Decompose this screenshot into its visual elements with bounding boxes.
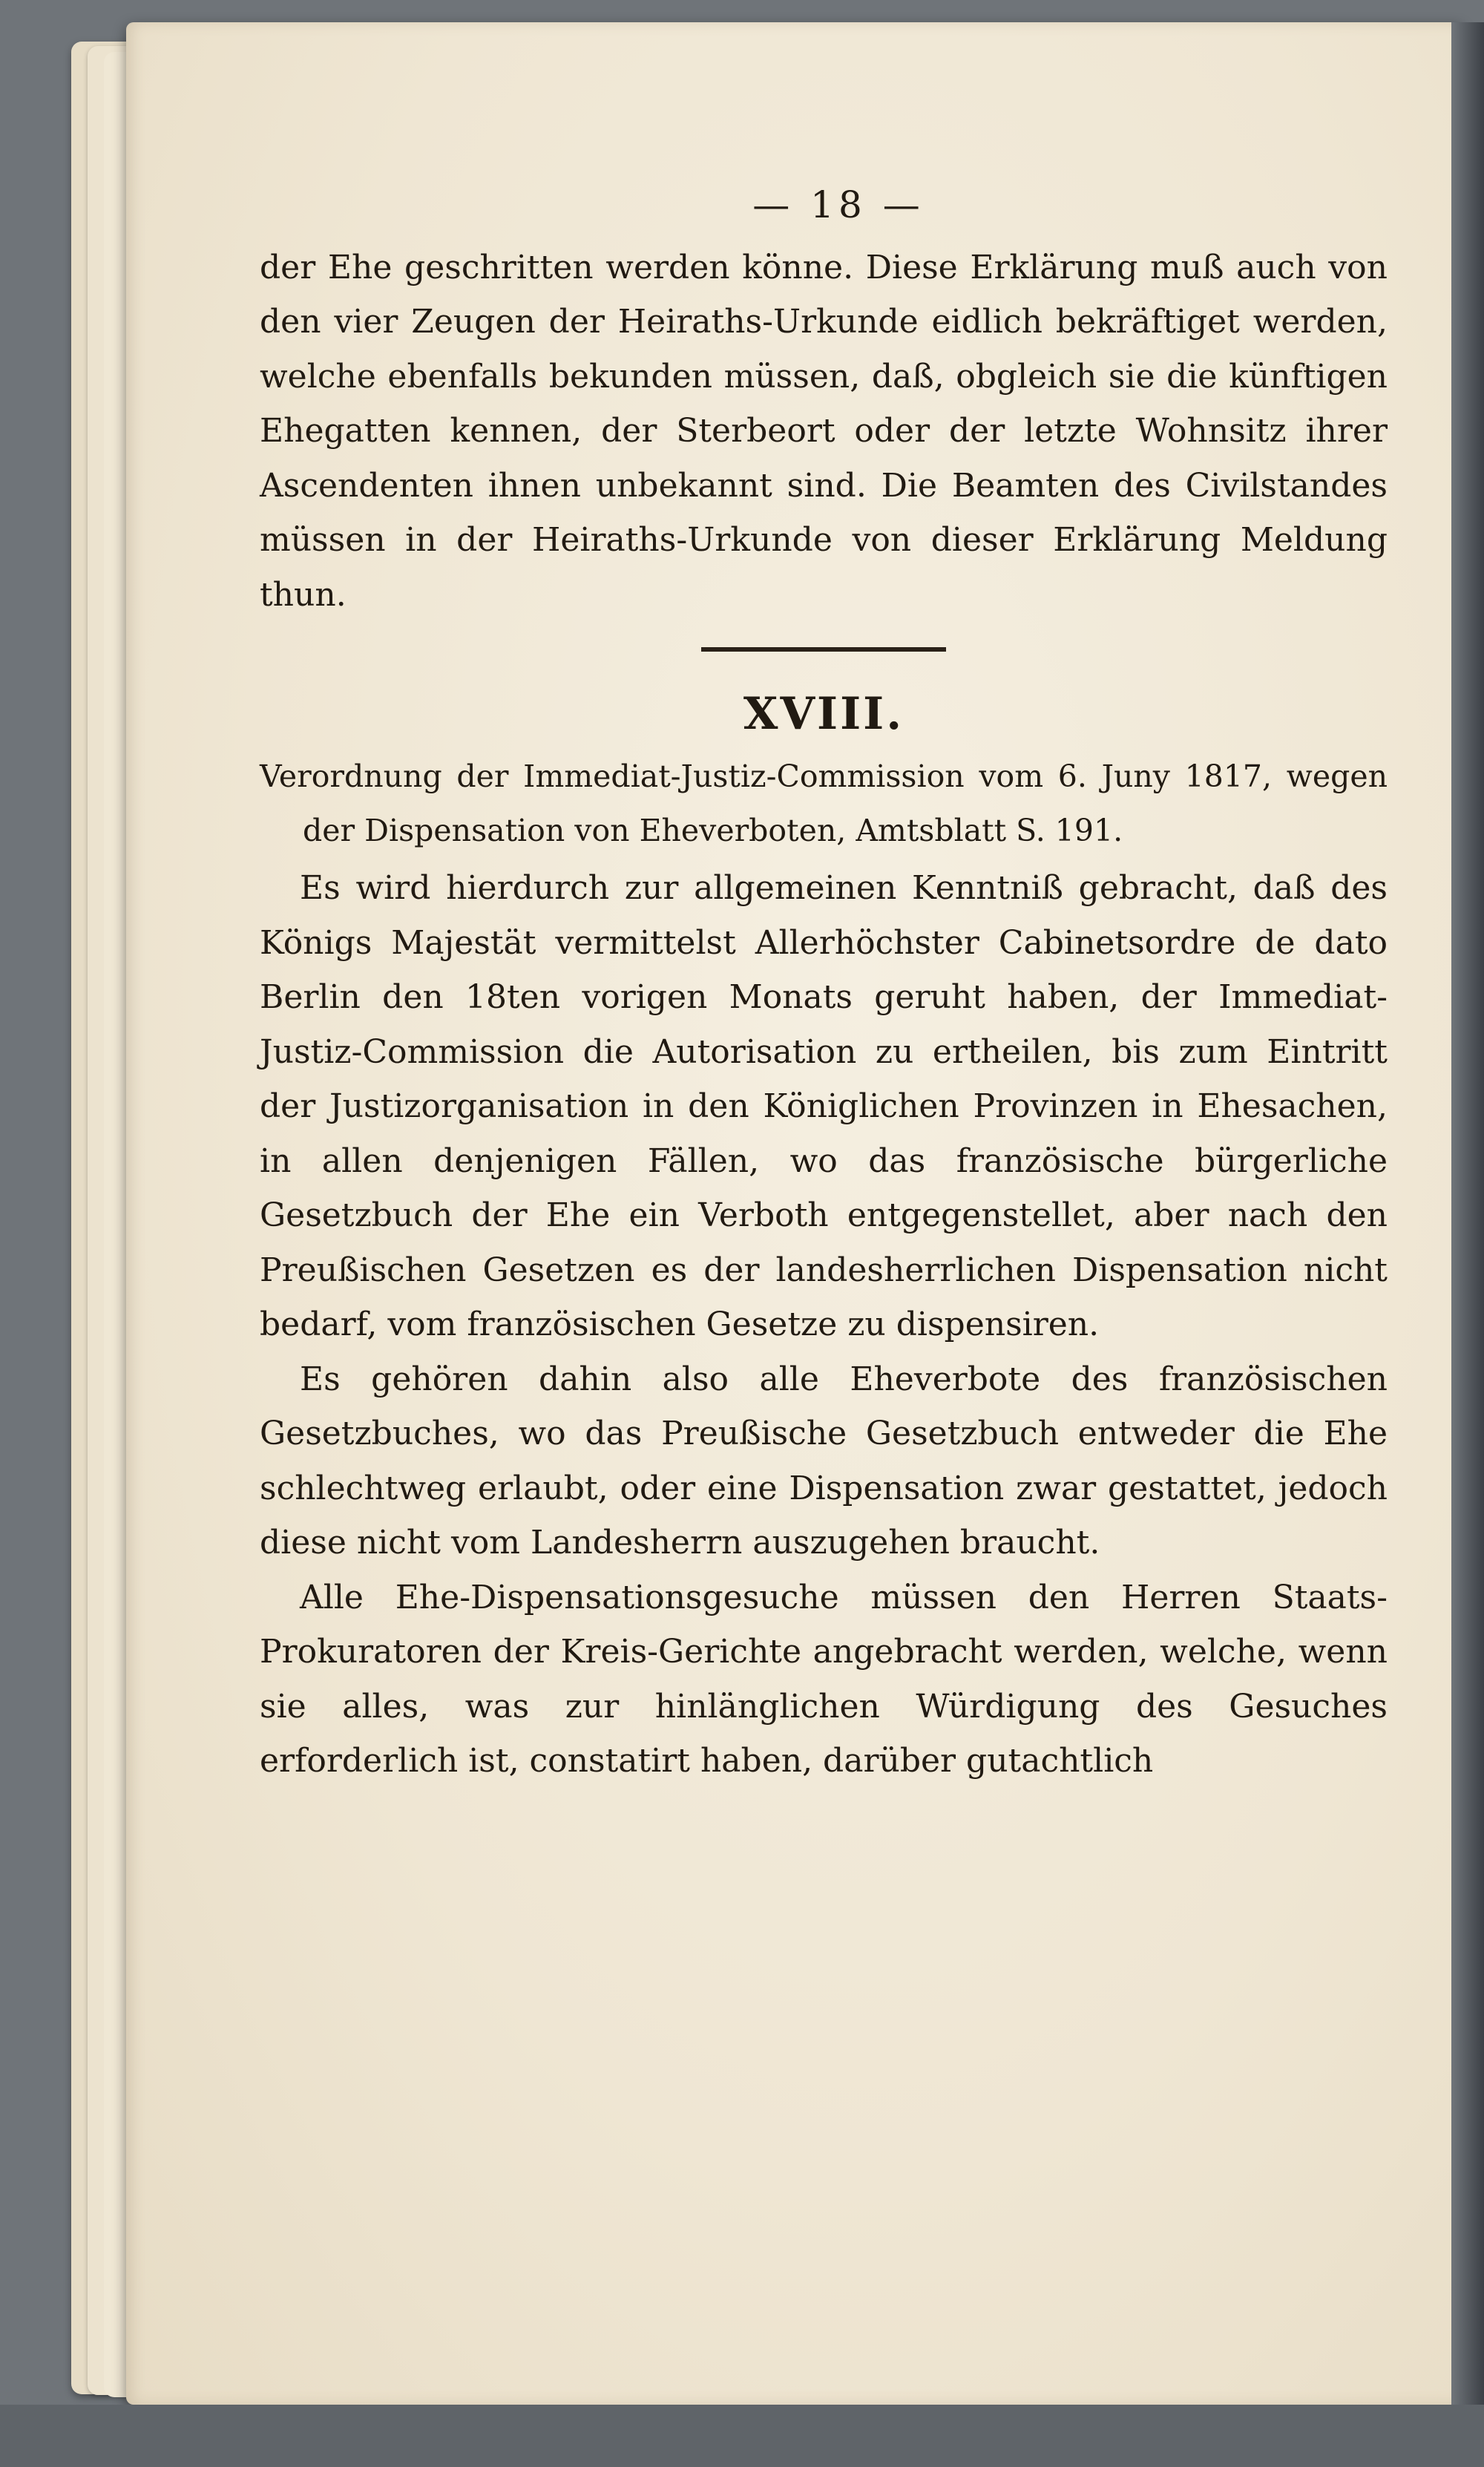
ordinance-title: Verordnung der Immediat-Justiz-Commission vom 6. Juny 1817, wegen der Dispensation von Eheverboten, Amtsblatt S. 191. [260,759,1388,848]
bottom-shadow [0,2405,1484,2467]
section-number: XVIII. [743,688,904,740]
continuation-paragraph: der Ehe geschritten werden könne. Diese Erklärung muß auch von den vier Zeugen der Heiraths-Urkunde eidlich bekräftiget werden, welche ebenfalls bekunden müssen, daß, obgleich sie die künftigen Ehegatten kennen, der Sterbeort oder der letzte Wohnsitz ihrer Ascendenten ihnen unbekannt sind. Die Beamten des Civilstandes müssen in der Heiraths-Urkunde von dieser Erklärung Meldung thun. [260,248,1388,614]
page-number: — 18 — [752,183,925,226]
body-paragraph-3: Alle Ehe-Dispensationsgesuche müssen den Herren Staats-Prokuratoren der Kreis-Gerichte angebracht werden, welche, wenn sie alles, was zur hinlänglichen Würdigung des Gesuches erforderlich ist, constatirt haben, darüber gutachtlich [260,1578,1388,1780]
section-divider [701,647,946,652]
body-paragraph-2: Es gehören dahin also alle Eheverbote des französischen Gesetzbuches, wo das Preußische Gesetzbuch entweder die Ehe schlechtweg erlaubt, oder eine Dispensation zwar gestattet, jedoch diese nicht vom Landesherrn auszugehen braucht. [260,1360,1388,1562]
page-content [260,178,1388,1789]
page-edge-shadow [1451,22,1484,2405]
body-paragraph-1: Es wird hierdurch zur allgemeinen Kenntniß gebracht, daß des Königs Majestät vermittelst Allerhöchster Cabinetsordre de dato Berlin den 18ten vorigen Monats geruht haben, der Immediat-Justiz-Commission die Autorisation zu ertheilen, bis zum Eintritt der Justizorganisation in den Königlichen Provinzen in Ehesachen, in allen denjenigen Fällen, wo das französische bürgerliche Gesetzbuch der Ehe ein Verboth entgegenstellet, aber nach den Preußischen Gesetzen es der landesherrlichen Dispensation nicht bedarf, vom französischen Gesetze zu dispensiren. [260,869,1388,1343]
